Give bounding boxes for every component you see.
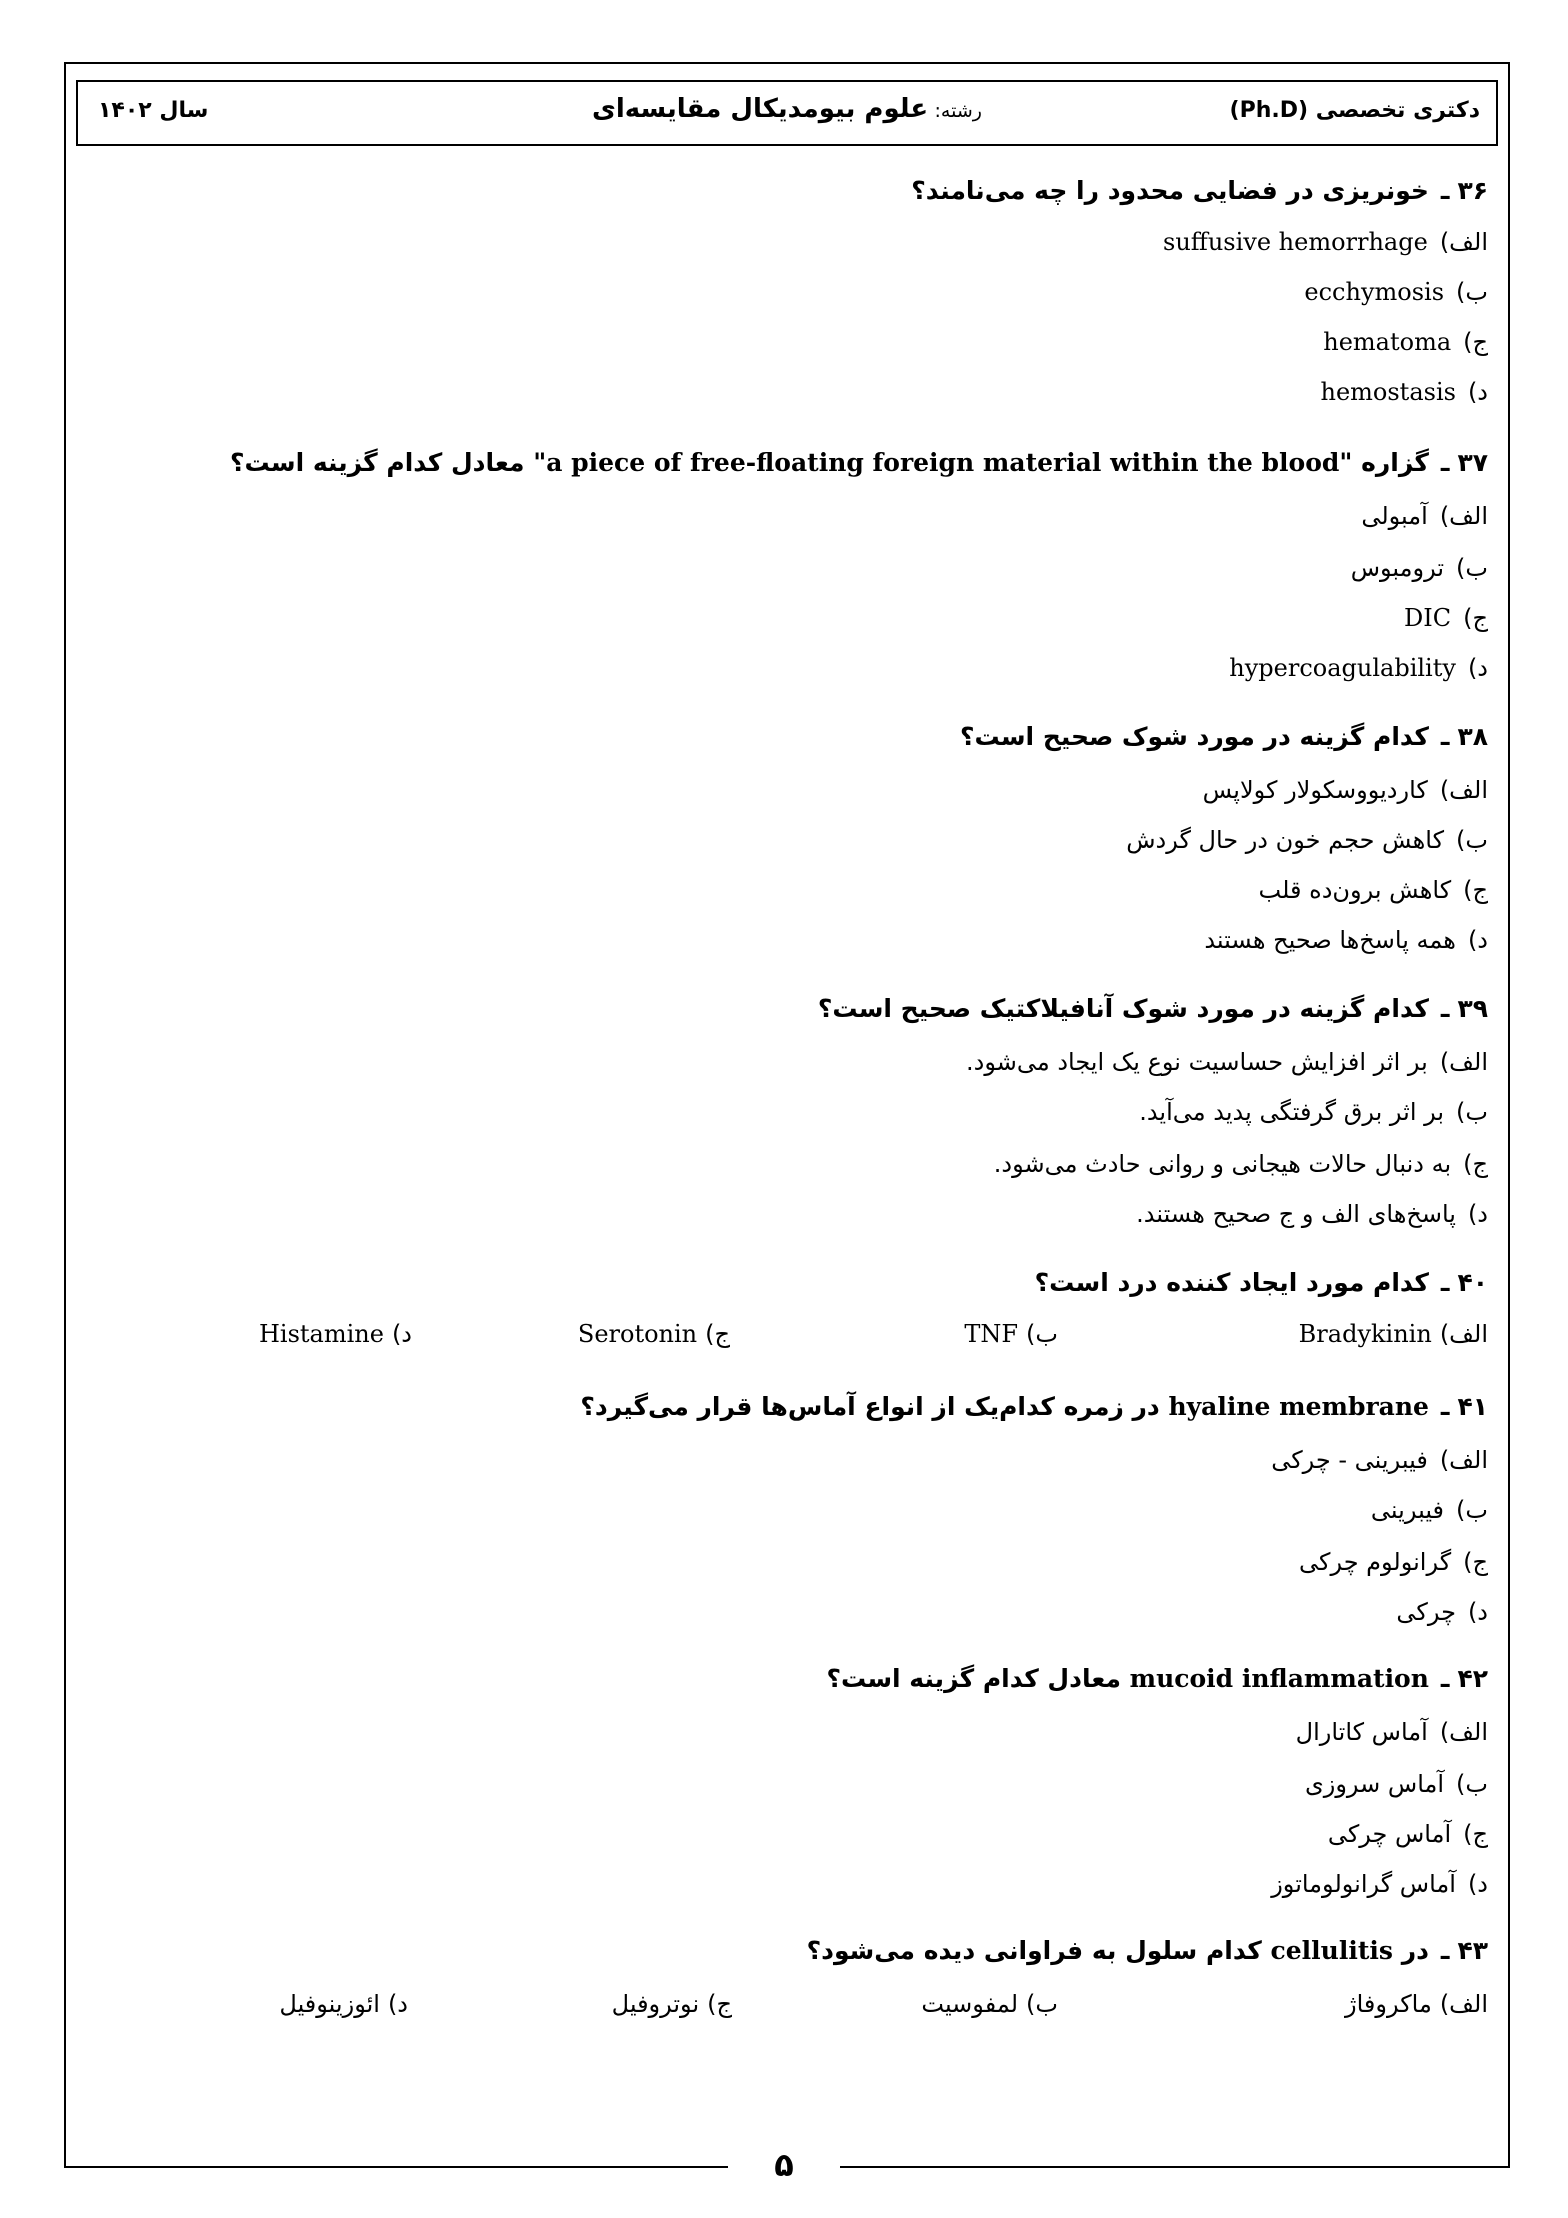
question-39: ۳۹ـکدام گزینه در مورد شوک آنافیلاکتیک صحیح است؟	[817, 994, 1488, 1023]
question-number: ۴۰	[1457, 1268, 1488, 1297]
option-b[interactable]: ب)کاهش حجم خون در حال گردش	[1126, 826, 1488, 854]
year-label: سال ۱۴۰۲	[98, 98, 209, 123]
option-d[interactable]: د)همه پاسخ‌ها صحیح هستند	[1204, 926, 1488, 954]
question-number: ۳۶	[1457, 176, 1488, 205]
option-d[interactable]: د)ائوزینوفیل	[279, 1990, 408, 2018]
option-c[interactable]: ج)hematoma	[1323, 328, 1488, 356]
option-d[interactable]: د)آماس گرانولوماتوز	[1271, 1870, 1488, 1898]
question-number: ۴۱	[1457, 1392, 1488, 1421]
question-text: کدام گزینه در مورد شوک آنافیلاکتیک صحیح است؟	[817, 994, 1429, 1023]
question-42: ۴۲ـmucoid inflammation معادل کدام گزینه است؟	[826, 1664, 1488, 1693]
question-number: ۳۷	[1457, 448, 1488, 477]
degree-label: دکتری تخصصی (Ph.D)	[1229, 98, 1480, 123]
option-a[interactable]: الف)فیبرینی - چرکی	[1271, 1446, 1488, 1474]
option-b[interactable]: ب)TNF	[964, 1320, 1058, 1348]
question-40: ۴۰ـکدام مورد ایجاد کننده درد است؟	[1034, 1268, 1488, 1297]
option-c[interactable]: ج)به دنبال حالات هیجانی و روانی حادث می‌شود.	[993, 1150, 1488, 1178]
question-text-en: mucoid inflammation	[1129, 1664, 1429, 1693]
option-c[interactable]: ج)گرانولوم چرکی	[1299, 1548, 1488, 1576]
question-36: ۳۶ـخونریزی در فضایی محدود را چه می‌نامند؟	[911, 176, 1488, 205]
question-43: ۴۳ـدر cellulitis کدام سلول به فراوانی دیده می‌شود؟	[806, 1936, 1488, 1965]
question-number: ۴۳	[1457, 1936, 1488, 1965]
question-38: ۳۸ـکدام گزینه در مورد شوک صحیح است؟	[960, 722, 1488, 751]
field-title	[78, 94, 1496, 124]
question-41: ۴۱ـhyaline membrane در زمره کدام‌یک از انواع آماس‌ها قرار می‌گیرد؟	[580, 1392, 1488, 1421]
field-value: علوم بیومدیکال مقایسه‌ای	[592, 94, 929, 124]
option-a[interactable]: الف)suffusive hemorrhage	[1163, 228, 1488, 256]
option-c[interactable]: ج)Serotonin	[577, 1320, 730, 1348]
question-text-en: hyaline membrane	[1168, 1392, 1429, 1421]
option-a[interactable]: الف)کاردیووسکولار کولاپس	[1202, 776, 1488, 804]
option-b[interactable]: ب)آماس سروزی	[1304, 1770, 1488, 1798]
question-text: خونریزی در فضایی محدود را چه می‌نامند؟	[911, 176, 1429, 205]
option-d[interactable]: د)پاسخ‌های الف و ج صحیح هستند.	[1136, 1200, 1488, 1228]
question-number: ۴۲	[1457, 1664, 1488, 1693]
question-number: ۳۹	[1457, 994, 1488, 1023]
question-number: ۳۸	[1457, 722, 1488, 751]
question-text-en: cellulitis	[1270, 1936, 1393, 1965]
option-d[interactable]: د)hemostasis	[1320, 378, 1488, 406]
option-c[interactable]: ج)کاهش برون‌ده قلب	[1258, 876, 1488, 904]
option-b[interactable]: ب)بر اثر برق گرفتگی پدید می‌آید.	[1139, 1098, 1488, 1126]
question-text-en: "a piece of free-floating foreign material within the blood"	[533, 448, 1353, 477]
option-b[interactable]: ب)ecchymosis	[1304, 278, 1488, 306]
exam-header	[76, 80, 1498, 146]
option-d[interactable]: د)hypercoagulability	[1229, 654, 1488, 682]
option-b[interactable]: ب)ترومبوس	[1350, 554, 1488, 582]
option-c[interactable]: ج)DIC	[1404, 604, 1488, 632]
option-c[interactable]: ج)آماس چرکی	[1327, 1820, 1488, 1848]
option-c[interactable]: ج)نوتروفیل	[611, 1990, 732, 2018]
field-label: رشته:	[934, 100, 982, 122]
question-37: ۳۷ـگزاره "a piece of free-floating foreign material within the blood" معادل کدام گزینه است؟	[230, 448, 1488, 477]
option-a[interactable]: الف)آمبولی	[1361, 502, 1488, 530]
option-b[interactable]: ب)لمفوسیت	[921, 1990, 1058, 2018]
option-a[interactable]: الف)Bradykinin	[1298, 1320, 1488, 1348]
page-number: ۵	[774, 2146, 794, 2184]
question-text: کدام مورد ایجاد کننده درد است؟	[1034, 1268, 1429, 1297]
option-a[interactable]: الف)بر اثر افزایش حساسیت نوع یک ایجاد می‌شود.	[966, 1048, 1488, 1076]
option-d[interactable]: د)Histamine	[258, 1320, 412, 1348]
option-b[interactable]: ب)فیبرینی	[1370, 1496, 1488, 1524]
question-text: کدام گزینه در مورد شوک صحیح است؟	[960, 722, 1429, 751]
option-d[interactable]: د)چرکی	[1396, 1598, 1488, 1626]
option-a[interactable]: الف)آماس کاتارال	[1295, 1718, 1488, 1746]
option-a[interactable]: الف)ماکروفاژ	[1345, 1990, 1488, 2018]
